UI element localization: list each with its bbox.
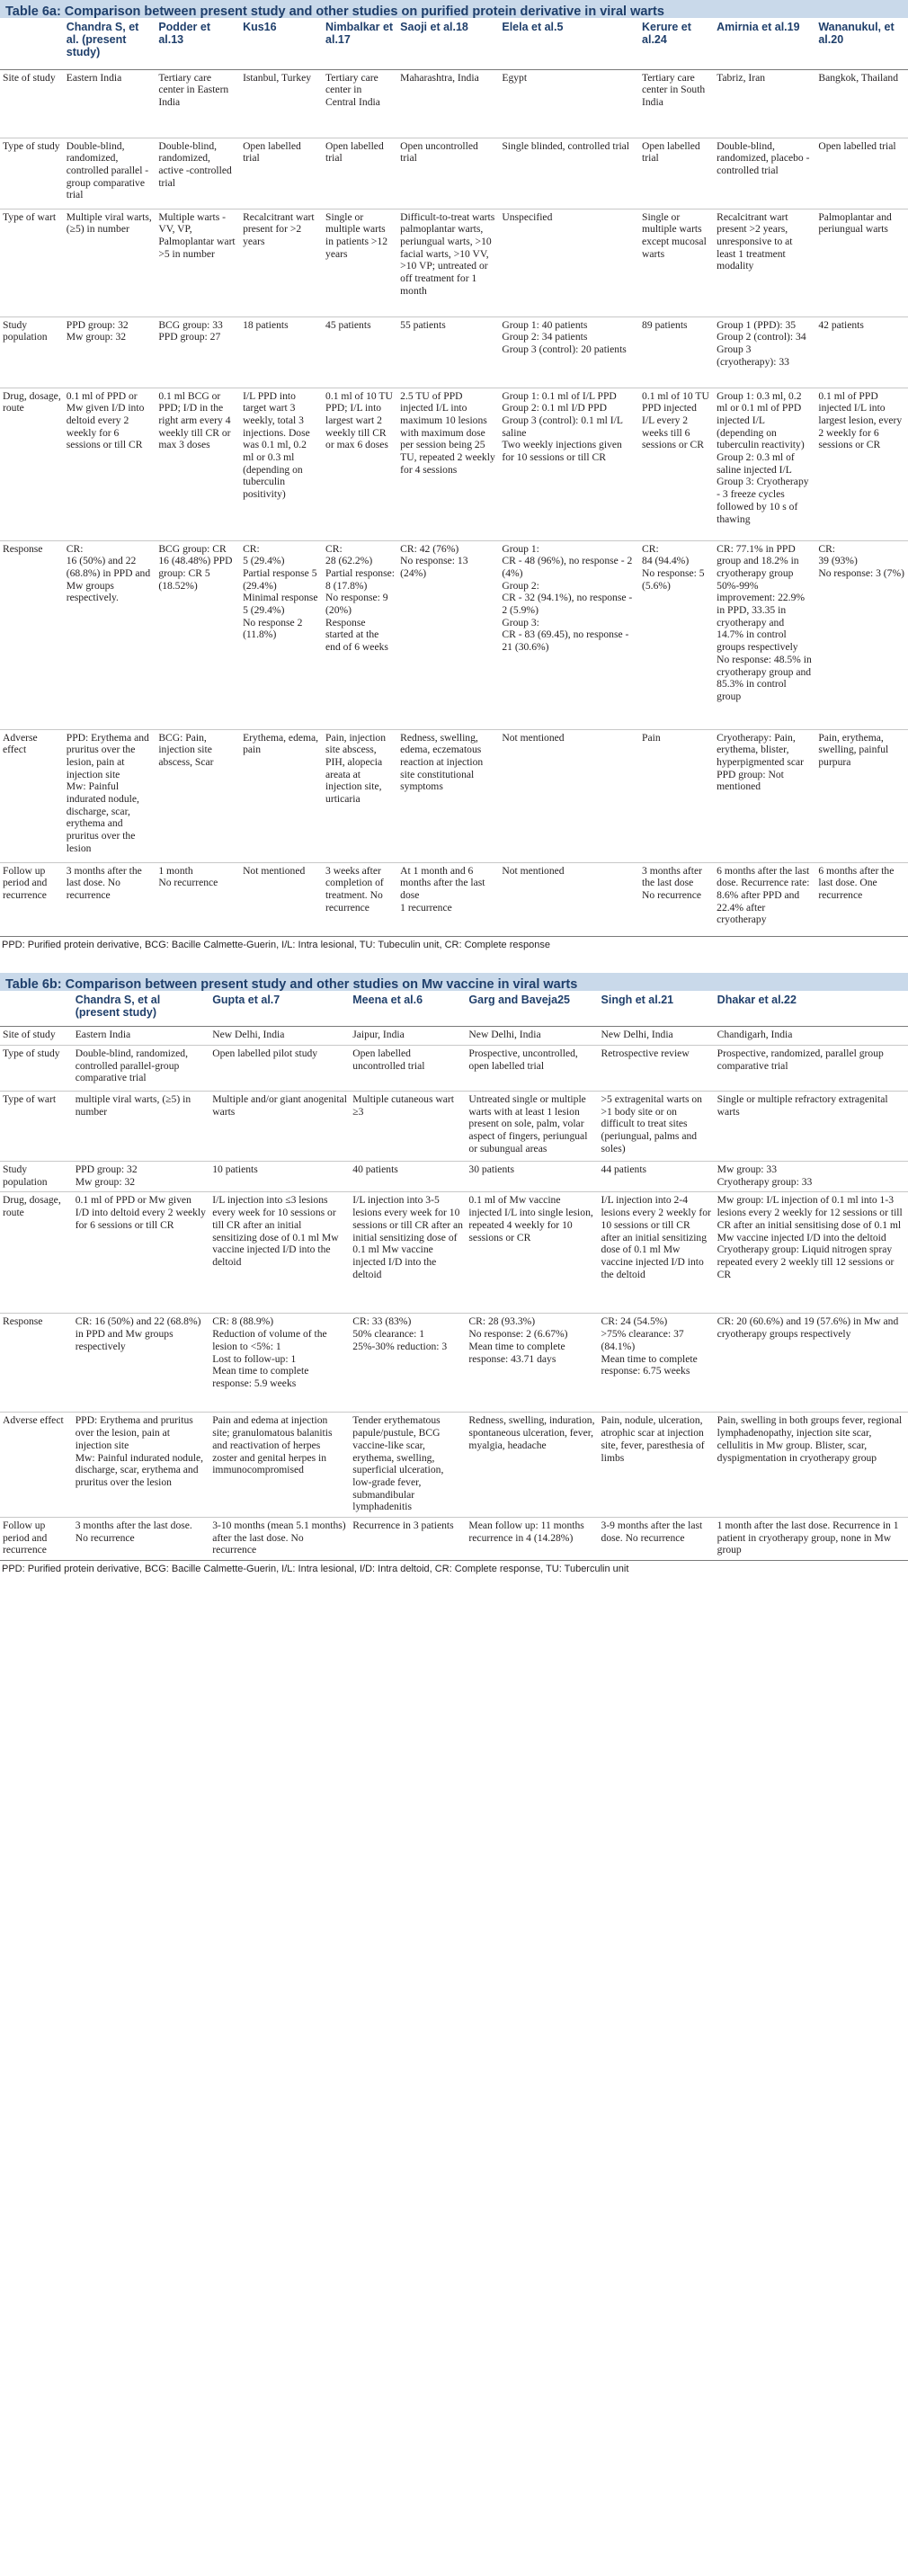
table-cell: Group 1 (PPD): 35 Group 2 (control): 34 Group 3 (cryotherapy): 33: [717, 318, 806, 368]
table-cell: At 1 month and 6 months after the last dose 1 recurrence: [400, 864, 485, 914]
row-label: Study population: [3, 1163, 48, 1188]
row-label: Study population: [3, 318, 48, 343]
table-cell: 10 patients: [212, 1163, 258, 1175]
table-cell: Tertiary care center in South India: [642, 71, 706, 108]
table-cell: Tabriz, Iran: [717, 71, 766, 84]
table-cell: CR: 8 (88.9%) Reduction of volume of the lesion to <5%: 1 Lost to follow-up: 1 Mean time to complete response: 5.9 weeks: [212, 1315, 327, 1389]
table-cell: Pain, injection site abscess, PIH, alopecia areata at injection site, urticaria: [325, 731, 387, 806]
table-cell: Open labelled pilot study: [212, 1047, 318, 1059]
table-cell: PPD: Erythema and pruritus over the lesion, pain at injection site Mw: Painful indurated nodule, discharge, scar, erythema and pruritus over the lesion: [66, 731, 149, 854]
table-cell: Open labelled trial: [325, 139, 384, 165]
table-cell: Prospective, randomized, parallel group comparative trial: [717, 1047, 884, 1072]
table-row: [0, 1092, 908, 1162]
table-cell: Eastern India: [66, 71, 122, 84]
table-cell: Group 1: 0.1 ml of I/L PPD Group 2: 0.1 ml I/D PPD Group 3 (control): 0.1 ml I/L saline Two weekly injections given for 10 sessions or till CR: [502, 389, 623, 464]
table-cell: Group 1: 40 patients Group 2: 34 patients Group 3 (control): 20 patients: [502, 318, 627, 355]
table-cell: BCG: Pain, injection site abscess, Scar: [158, 731, 214, 768]
table-cell: Double-blind, randomized, controlled parallel-group comparative trial: [75, 1047, 188, 1084]
table-6a-title: Table 6a: Comparison between present study and other studies on purified protein derivative in viral warts: [0, 0, 908, 18]
table-row: [0, 138, 908, 209]
table-cell: 3-9 months after the last dose. No recurrence: [601, 1520, 703, 1544]
column-header: Wananukul, et al.20: [818, 21, 895, 46]
row-label: Drug, dosage, route: [3, 1194, 61, 1219]
table-cell: Multiple viral warts, (≥5) in number: [66, 210, 152, 236]
table-row: [0, 1192, 908, 1314]
table-row: [0, 1027, 908, 1046]
table-cell: Pain, swelling in both groups fever, regional lymphadenopathy, injection site scar, cellulitis in Mw group. Blister, scar, dyspigmentation in cryotherapy group: [717, 1414, 903, 1464]
table-cell: Redness, swelling, induration, spontaneous ulceration, fever, myalgia, headache: [468, 1414, 595, 1451]
table-row: [0, 209, 908, 316]
table-cell: 3-10 months (mean 5.1 months) after the last dose. No recurrence: [212, 1520, 346, 1556]
table-cell: Palmoplantar and periungual warts: [818, 210, 892, 236]
table-cell: Mw group: I/L injection of 0.1 ml into 1-3 lesions every 2 weekly for 12 sessions or till CR after an initial sensitising dose of 0.1 ml Mw vaccine injected I/D into the deltoid Cryotherapy group: Liquid nitrogen spray repeated every 2 weekly till 12 sessions or CR: [717, 1194, 903, 1280]
table-cell: Open labelled uncontrolled trial: [352, 1047, 425, 1072]
table-cell: Open labelled trial: [642, 139, 700, 165]
table-row: [0, 862, 908, 936]
table-cell: Egypt: [502, 71, 528, 84]
row-label: Response: [3, 542, 43, 555]
table-cell: CR: 42 (76%) No response: 13 (24%): [400, 542, 468, 579]
table-cell: 42 patients: [818, 318, 864, 331]
table-cell: I/L injection into 3-5 lesions every week for 10 sessions or till CR after an initial sensitizing dose of 0.1 ml Mw vaccine injected I/D into the deltoid: [352, 1194, 463, 1280]
table-cell: multiple viral warts, (≥5) in number: [75, 1093, 191, 1118]
table-cell: Mean follow up: 11 months recurrence in 4 (14.28%): [468, 1520, 584, 1544]
table-cell: 0.1 ml of 10 TU PPD injected I/L every 2 weeks till 6 sessions or CR: [642, 389, 709, 451]
column-header: Dhakar et al.22: [717, 993, 797, 1006]
table-cell: CR: 84 (94.4%) No response: 5 (5.6%): [642, 542, 705, 592]
table-cell: 1 month after the last dose. Recurrence in 1 patient in cryotherapy group, none in Mw group: [717, 1520, 899, 1556]
table-cell: Double-blind, randomized, active -controlled trial: [158, 139, 232, 189]
table-row: [0, 729, 908, 862]
column-header-blank: [0, 991, 73, 1027]
table-cell: Pain, nodule, ulceration, atrophic scar at injection site, fever, paresthesia of limbs: [601, 1414, 705, 1464]
table-cell: Single blinded, controlled trial: [502, 139, 630, 152]
table-cell: Not mentioned: [243, 864, 306, 877]
table-cell: 0.1 ml of Mw vaccine injected I/L into single lesion, repeated 4 weekly for 10 sessions or CR: [468, 1194, 593, 1243]
column-header: Elela et al.5: [502, 21, 564, 33]
table-cell: 2.5 TU of PPD injected I/L into maximum 10 lesions with maximum dose per session being 25 TU, repeated 2 weekly for 4 sessions: [400, 389, 495, 476]
table-cell: Multiple and/or giant anogenital warts: [212, 1093, 347, 1118]
table-cell: Open labelled trial: [818, 139, 896, 152]
table-cell: Group 1: CR - 48 (96%), no response - 2 (4%) Group 2: CR - 32 (94.1%), no response - 2 (5.9%) Group 3: CR - 83 (69.45), no response - 21 (30.6%): [502, 542, 633, 654]
table-cell: I/L PPD into target wart 3 weekly, total 3 injections. Dose was 0.1 ml, 0.2 ml or 0.3 ml (depending on tuberculin positivity): [243, 389, 310, 501]
row-label: Type of study: [3, 1047, 60, 1059]
table-cell: 0.1 ml of PPD injected I/L into largest lesion, every 2 weekly for 6 sessions or CR: [818, 389, 903, 451]
table-cell: I/L injection into 2-4 lesions every 2 weekly for 10 sessions or till CR after an initial sensitizing dose of 0.1 ml Mw vaccine injected I/D into the deltoid: [601, 1194, 711, 1280]
row-label: Adverse effect: [3, 1414, 64, 1427]
table-cell: Erythema, edema, pain: [243, 731, 319, 756]
table-cell: 3 months after the last dose. No recurrence: [66, 864, 142, 901]
table-cell: 0.1 ml BCG or PPD; I/D in the right arm every 4 weekly till CR or max 3 doses: [158, 389, 231, 451]
table-cell: Istanbul, Turkey: [243, 71, 312, 84]
table-cell: Redness, swelling, edema, eczematous reaction at injection site constitutional symptoms: [400, 731, 484, 793]
table-cell: 45 patients: [325, 318, 371, 331]
table-cell: 0.1 ml of PPD or Mw given I/D into deltoid every 2 weekly for 6 sessions or till CR: [66, 389, 145, 451]
row-label: Follow up period and recurrence: [3, 864, 48, 901]
table-cell: CR: 77.1% in PPD group and 18.2% in cryotherapy group 50%-99% improvement: 22.9% in PPD, 33.35 in cryotherapy and 14.7% in control groups respectively No response: 48.5% in cryotherapy group and 85.3% in control group: [717, 542, 812, 702]
table-cell: Multiple cutaneous wart ≥3: [352, 1093, 454, 1118]
table-cell: Double-blind, randomized, controlled parallel -group comparative trial: [66, 139, 149, 201]
table-cell: PPD group: 32 Mw group: 32: [66, 318, 129, 343]
row-label: Drug, dosage, route: [3, 389, 61, 414]
table-6b: [0, 973, 908, 1578]
column-header: Podder et al.13: [158, 21, 210, 46]
table-cell: CR: 24 (54.5%) >75% clearance: 37 (84.1%) Mean time to complete response: 6.75 weeks: [601, 1315, 698, 1377]
table-cell: Recalcitrant wart present for >2 years: [243, 210, 315, 247]
table-cell: Double-blind, randomized, placebo -controlled trial: [717, 139, 810, 176]
table-cell: 44 patients: [601, 1163, 647, 1175]
table-cell: Pain, erythema, swelling, painful purpura: [818, 731, 889, 768]
column-header: Amirnia et al.19: [717, 21, 800, 33]
table-6a-header-row: [0, 18, 908, 69]
table-cell: Recalcitrant wart present >2 years, unresponsive to at least 1 treatment modality: [717, 210, 793, 272]
column-header: Saoji et al.18: [400, 21, 468, 33]
table-cell: Maharashtra, India: [400, 71, 479, 84]
row-label: Adverse effect: [3, 731, 38, 756]
table-cell: Prospective, uncontrolled, open labelled trial: [468, 1047, 578, 1072]
table-cell: 40 patients: [352, 1163, 398, 1175]
table-cell: 6 months after the last dose. One recurrence: [818, 864, 895, 901]
table-cell: Eastern India: [75, 1029, 131, 1040]
table-cell: CR: 39 (93%) No response: 3 (7%): [818, 542, 904, 579]
table-cell: 3 weeks after completion of treatment. No recurrence: [325, 864, 384, 914]
table-6a-footnote: PPD: Purified protein derivative, BCG: Bacille Calmette-Guerin, I/L: Intra lesional, TU: Tubeculin unit, CR: Complete response: [2, 939, 550, 950]
table-cell: 1 month No recurrence: [158, 864, 218, 889]
table-cell: Tender erythematous papule/pustule, BCG vaccine-like scar, erythema, swelling, superficial ulceration, low-grade fever, submandibular lymphadenitis: [352, 1414, 444, 1513]
table-row: [0, 1518, 908, 1561]
table-row: [0, 316, 908, 388]
table-6b-header-row: [0, 991, 908, 1027]
table-cell: Open uncontrolled trial: [400, 139, 478, 165]
table-cell: CR: 20 (60.6%) and 19 (57.6%) in Mw and cryotherapy groups respectively: [717, 1315, 899, 1341]
table-cell: Not mentioned: [502, 731, 565, 744]
table-6a-grid: [0, 18, 908, 937]
table-6a: [0, 0, 908, 953]
table-cell: CR: 16 (50%) and 22 (68.8%) in PPD and Mw groups respectively.: [66, 542, 151, 604]
table-cell: CR: 16 (50%) and 22 (68.8%) in PPD and Mw groups respectively: [75, 1315, 201, 1352]
table-row: [0, 540, 908, 729]
row-label: Type of wart: [3, 1093, 57, 1105]
column-header: Kerure et al.24: [642, 21, 691, 46]
column-header: Singh et al.21: [601, 993, 674, 1006]
row-label: Type of wart: [3, 210, 57, 223]
table-cell: Mw group: 33 Cryotherapy group: 33: [717, 1163, 813, 1188]
column-header: Kus16: [243, 21, 277, 33]
table-cell: Recurrence in 3 patients: [352, 1520, 454, 1532]
table-cell: Chandigarh, India: [717, 1029, 793, 1040]
table-cell: 0.1 ml of 10 TU PPD; I/L into largest wart 2 weekly till CR or max 6 doses: [325, 389, 393, 451]
table-cell: PPD group: 32 Mw group: 32: [75, 1163, 138, 1188]
table-cell: Retrospective review: [601, 1047, 690, 1059]
table-cell: CR: 28 (93.3%) No response: 2 (6.67%) Mean time to complete response: 43.71 days: [468, 1315, 568, 1365]
table-cell: Tertiary care center in Central India: [325, 71, 380, 108]
row-label: Site of study: [3, 1029, 56, 1040]
table-cell: BCG group: CR 16 (48.48%) PPD group: CR 5 (18.52%): [158, 542, 233, 592]
table-row: [0, 1046, 908, 1092]
table-row: [0, 1413, 908, 1518]
column-header: Gupta et al.7: [212, 993, 280, 1006]
table-6b-grid: [0, 991, 908, 1562]
table-cell: CR: 5 (29.4%) Partial response 5 (29.4%) Minimal response 5 (29.4%) No response 2 (11.8%): [243, 542, 318, 641]
table-cell: Tertiary care center in Eastern India: [158, 71, 229, 108]
table-cell: 30 patients: [468, 1163, 514, 1175]
table-row: [0, 388, 908, 540]
table-cell: Pain and edema at injection site; granulomatous balanitis and reactivation of herpes zoster and genital herpes in immunocompromised: [212, 1414, 333, 1476]
column-header: Chandra S, et al (present study): [75, 993, 161, 1019]
row-label: Site of study: [3, 71, 56, 84]
table-cell: Cryotherapy: Pain, erythema, blister, hyperpigmented scar PPD group: Not mentioned: [717, 731, 805, 793]
table-cell: 6 months after the last dose. Recurrence rate: 8.6% after PPD and 22.4% after cryotherapy: [717, 864, 810, 926]
table-cell: CR: 33 (83%) 50% clearance: 1 25%-30% reduction: 3: [352, 1315, 448, 1352]
table-cell: >5 extragenital warts on >1 body site or on difficult to treat sites (periungual, palms and soles): [601, 1093, 702, 1154]
table-cell: Group 1: 0.3 ml, 0.2 ml or 0.1 ml of PPD injected I/L (depending on tuberculin reactivity) Group 2: 0.3 ml of saline injected I/L Group 3: Cryotherapy - 3 freeze cycles followed by 10 s of thawing: [717, 389, 809, 525]
table-cell: CR: 28 (62.2%) Partial response: 8 (17.8%) No response: 9 (20%) Response started at the end of 6 weeks: [325, 542, 395, 654]
table-row: [0, 69, 908, 138]
column-header: Nimbalkar et al.17: [325, 21, 394, 46]
column-header: Meena et al.6: [352, 993, 423, 1006]
row-label: Response: [3, 1315, 43, 1328]
table-cell: Jaipur, India: [352, 1029, 405, 1040]
column-header: Chandra S, et al. (present study): [66, 21, 139, 58]
table-cell: PPD: Erythema and pruritus over the lesion, pain at injection site Mw: Painful indurated nodule, discharge, scar, erythema and pruritus over the lesion: [75, 1414, 204, 1488]
table-cell: BCG group: 33 PPD group: 27: [158, 318, 223, 343]
table-cell: New Delhi, India: [601, 1029, 673, 1040]
table-cell: Multiple warts - VV, VP, Palmoplantar wart >5 in number: [158, 210, 236, 260]
table-cell: 0.1 ml of PPD or Mw given I/D into deltoid every 2 weekly for 6 sessions or till CR: [75, 1194, 206, 1231]
table-cell: Bangkok, Thailand: [818, 71, 899, 84]
table-cell: Single or multiple warts in patients >12 years: [325, 210, 388, 260]
column-header-blank: [0, 18, 64, 69]
table-cell: Pain: [642, 731, 661, 744]
table-cell: 3 months after the last dose. No recurrence: [75, 1520, 192, 1544]
table-cell: Difficult-to-treat warts palmoplantar warts, periungual warts, >10 facial warts, >10 VV, >10 VP; untreated or off treatment for 1 month: [400, 210, 495, 297]
row-label: Follow up period and recurrence: [3, 1520, 48, 1556]
table-cell: 89 patients: [642, 318, 688, 331]
table-cell: Unspecified: [502, 210, 553, 223]
table-6b-footnote: PPD: Purified protein derivative, BCG: Bacille Calmette-Guerin, I/L: Intra lesional, I/D: Intra deltoid, CR: Complete response, TU: Tuberculin unit: [2, 1564, 629, 1575]
column-header: Garg and Baveja25: [468, 993, 570, 1006]
table-cell: I/L injection into ≤3 lesions every week for 10 sessions or till CR after an initial sensitizing dose of 0.1 ml Mw vaccine injected I/D into the deltoid: [212, 1194, 339, 1268]
table-cell: Single or multiple refractory extragenital warts: [717, 1093, 888, 1118]
table-cell: Untreated single or multiple warts with at least 1 lesion present on sole, palm, volar aspect of fingers, periungual or subungual areas: [468, 1093, 588, 1154]
table-6b-title: Table 6b: Comparison between present study and other studies on Mw vaccine in viral warts: [0, 973, 908, 991]
table-row: [0, 1162, 908, 1192]
table-cell: 3 months after the last dose No recurrence: [642, 864, 702, 901]
row-label: Type of study: [3, 139, 60, 152]
table-row: [0, 1314, 908, 1413]
table-cell: New Delhi, India: [468, 1029, 541, 1040]
table-cell: 18 patients: [243, 318, 289, 331]
table-cell: Not mentioned: [502, 864, 565, 877]
table-cell: Single or multiple warts except mucosal warts: [642, 210, 707, 260]
table-cell: 55 patients: [400, 318, 446, 331]
table-cell: New Delhi, India: [212, 1029, 285, 1040]
table-cell: Open labelled trial: [243, 139, 301, 165]
